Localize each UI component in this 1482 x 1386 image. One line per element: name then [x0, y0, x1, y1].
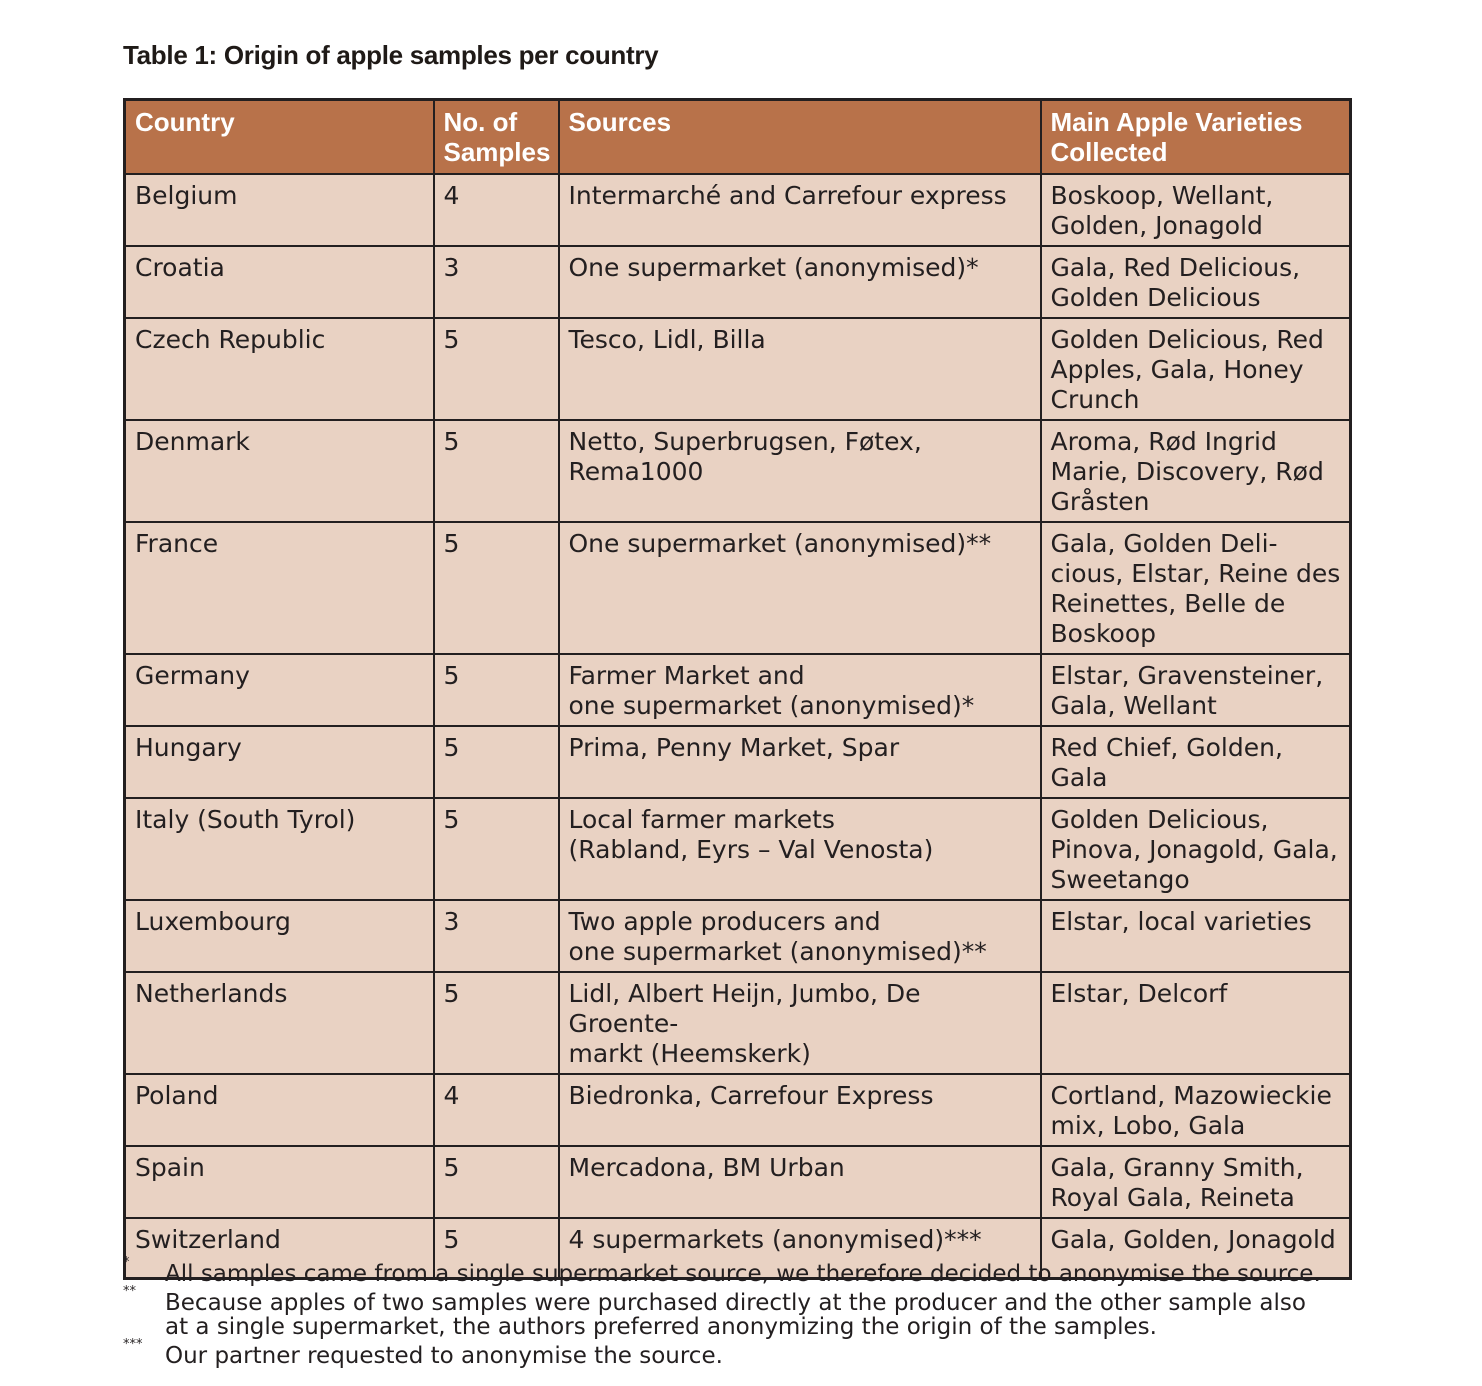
- table-row: [125, 654, 1351, 726]
- cell-varieties: Gala, Red Delicious, Golden Delicious: [1041, 246, 1351, 318]
- cell-country: Netherlands: [125, 972, 434, 1074]
- footnote: [123, 1255, 1363, 1287]
- cell-varieties: Elstar, Delcorf: [1041, 972, 1351, 1074]
- cell-samples: 5: [434, 726, 559, 798]
- table-row: [125, 900, 1351, 972]
- footnote: [123, 1284, 1363, 1340]
- cell-samples: 5: [434, 798, 559, 900]
- header-sources: Sources: [559, 100, 1041, 175]
- table-row: [125, 420, 1351, 522]
- cell-varieties: Golden Delicious, Red Apples, Gala, Honey Crunch: [1041, 318, 1351, 420]
- cell-varieties: Golden Delicious, Pinova, Jonagold, Gala, Sweetango: [1041, 798, 1351, 900]
- table-header-row: [125, 100, 1351, 175]
- cell-sources: Netto, Superbrugsen, Føtex, Rema1000: [559, 420, 1041, 522]
- table-row: [125, 798, 1351, 900]
- cell-sources: Local farmer markets (Rabland, Eyrs – Val Venosta): [559, 798, 1041, 900]
- cell-samples: 5: [434, 1218, 559, 1278]
- cell-country: Luxembourg: [125, 900, 434, 972]
- cell-samples: 5: [434, 522, 559, 654]
- cell-varieties: Elstar, local varieties: [1041, 900, 1351, 972]
- cell-samples: 3: [434, 900, 559, 972]
- cell-varieties: Boskoop, Wellant, Golden, Jonagold: [1041, 174, 1351, 246]
- footnote-text: Our partner requested to anonymise the source.: [165, 1343, 723, 1369]
- footnote-text: Because apples of two samples were purchased directly at the producer and the other sample also at a single supermarket, the authors preferred anonymizing the origin of the samples.: [165, 1290, 1306, 1340]
- table-row: [125, 972, 1351, 1074]
- footnote-mark: *: [123, 1255, 130, 1270]
- cell-sources: 4 supermarkets (anonymised)***: [559, 1218, 1041, 1278]
- cell-samples: 5: [434, 654, 559, 726]
- cell-varieties: Cortland, Mazowieckie mix, Lobo, Gala: [1041, 1074, 1351, 1146]
- table-row: [125, 1146, 1351, 1218]
- cell-varieties: Red Chief, Golden, Gala: [1041, 726, 1351, 798]
- cell-varieties: Gala, Golden Deli- cious, Elstar, Reine des Reinettes, Belle de Boskoop: [1041, 522, 1351, 654]
- footnote-mark: ***: [123, 1337, 143, 1352]
- cell-sources: Intermarché and Carrefour express: [559, 174, 1041, 246]
- table-row: [125, 522, 1351, 654]
- cell-samples: 4: [434, 1074, 559, 1146]
- cell-country: Croatia: [125, 246, 434, 318]
- footnote-text: All samples came from a single supermarket source, we therefore decided to anonymise the source.: [165, 1261, 1321, 1287]
- cell-sources: One supermarket (anonymised)*: [559, 246, 1041, 318]
- table-row: [125, 726, 1351, 798]
- cell-country: Spain: [125, 1146, 434, 1218]
- cell-country: Hungary: [125, 726, 434, 798]
- footnote: [123, 1337, 1363, 1369]
- cell-samples: 4: [434, 174, 559, 246]
- cell-country: Poland: [125, 1074, 434, 1146]
- cell-country: Italy (South Tyrol): [125, 798, 434, 900]
- header-country: Country: [125, 100, 434, 175]
- cell-samples: 5: [434, 972, 559, 1074]
- footnote-mark: **: [123, 1284, 136, 1299]
- table-row: [125, 246, 1351, 318]
- cell-samples: 5: [434, 318, 559, 420]
- cell-country: Belgium: [125, 174, 434, 246]
- cell-varieties: Aroma, Rød Ingrid Marie, Discovery, Rød Gråsten: [1041, 420, 1351, 522]
- cell-samples: 3: [434, 246, 559, 318]
- cell-varieties: Gala, Granny Smith, Royal Gala, Reineta: [1041, 1146, 1351, 1218]
- apple-samples-table: [123, 98, 1352, 1280]
- table-body: [125, 174, 1351, 1278]
- cell-sources: Lidl, Albert Heijn, Jumbo, De Groente- markt (Heemskerk): [559, 972, 1041, 1074]
- cell-country: Switzerland: [125, 1218, 434, 1278]
- cell-sources: Prima, Penny Market, Spar: [559, 726, 1041, 798]
- cell-country: Czech Republic: [125, 318, 434, 420]
- cell-country: Germany: [125, 654, 434, 726]
- table-row: [125, 174, 1351, 246]
- cell-sources: Tesco, Lidl, Billa: [559, 318, 1041, 420]
- header-varieties: Main Apple Varieties Collected: [1041, 100, 1351, 175]
- table-title: Table 1: Origin of apple samples per country: [123, 40, 659, 70]
- cell-sources: One supermarket (anonymised)**: [559, 522, 1041, 654]
- cell-sources: Biedronka, Carrefour Express: [559, 1074, 1041, 1146]
- cell-country: France: [125, 522, 434, 654]
- cell-country: Denmark: [125, 420, 434, 522]
- footnotes: [123, 1255, 1363, 1373]
- header-samples: No. of Samples: [434, 100, 559, 175]
- cell-sources: Mercadona, BM Urban: [559, 1146, 1041, 1218]
- cell-varieties: Gala, Golden, Jonagold: [1041, 1218, 1351, 1278]
- cell-samples: 5: [434, 420, 559, 522]
- cell-sources: Farmer Market and one supermarket (anonymised)*: [559, 654, 1041, 726]
- cell-sources: Two apple producers and one supermarket (anonymised)**: [559, 900, 1041, 972]
- table-row: [125, 1074, 1351, 1146]
- cell-samples: 5: [434, 1146, 559, 1218]
- table-row: [125, 318, 1351, 420]
- cell-varieties: Elstar, Gravensteiner, Gala, Wellant: [1041, 654, 1351, 726]
